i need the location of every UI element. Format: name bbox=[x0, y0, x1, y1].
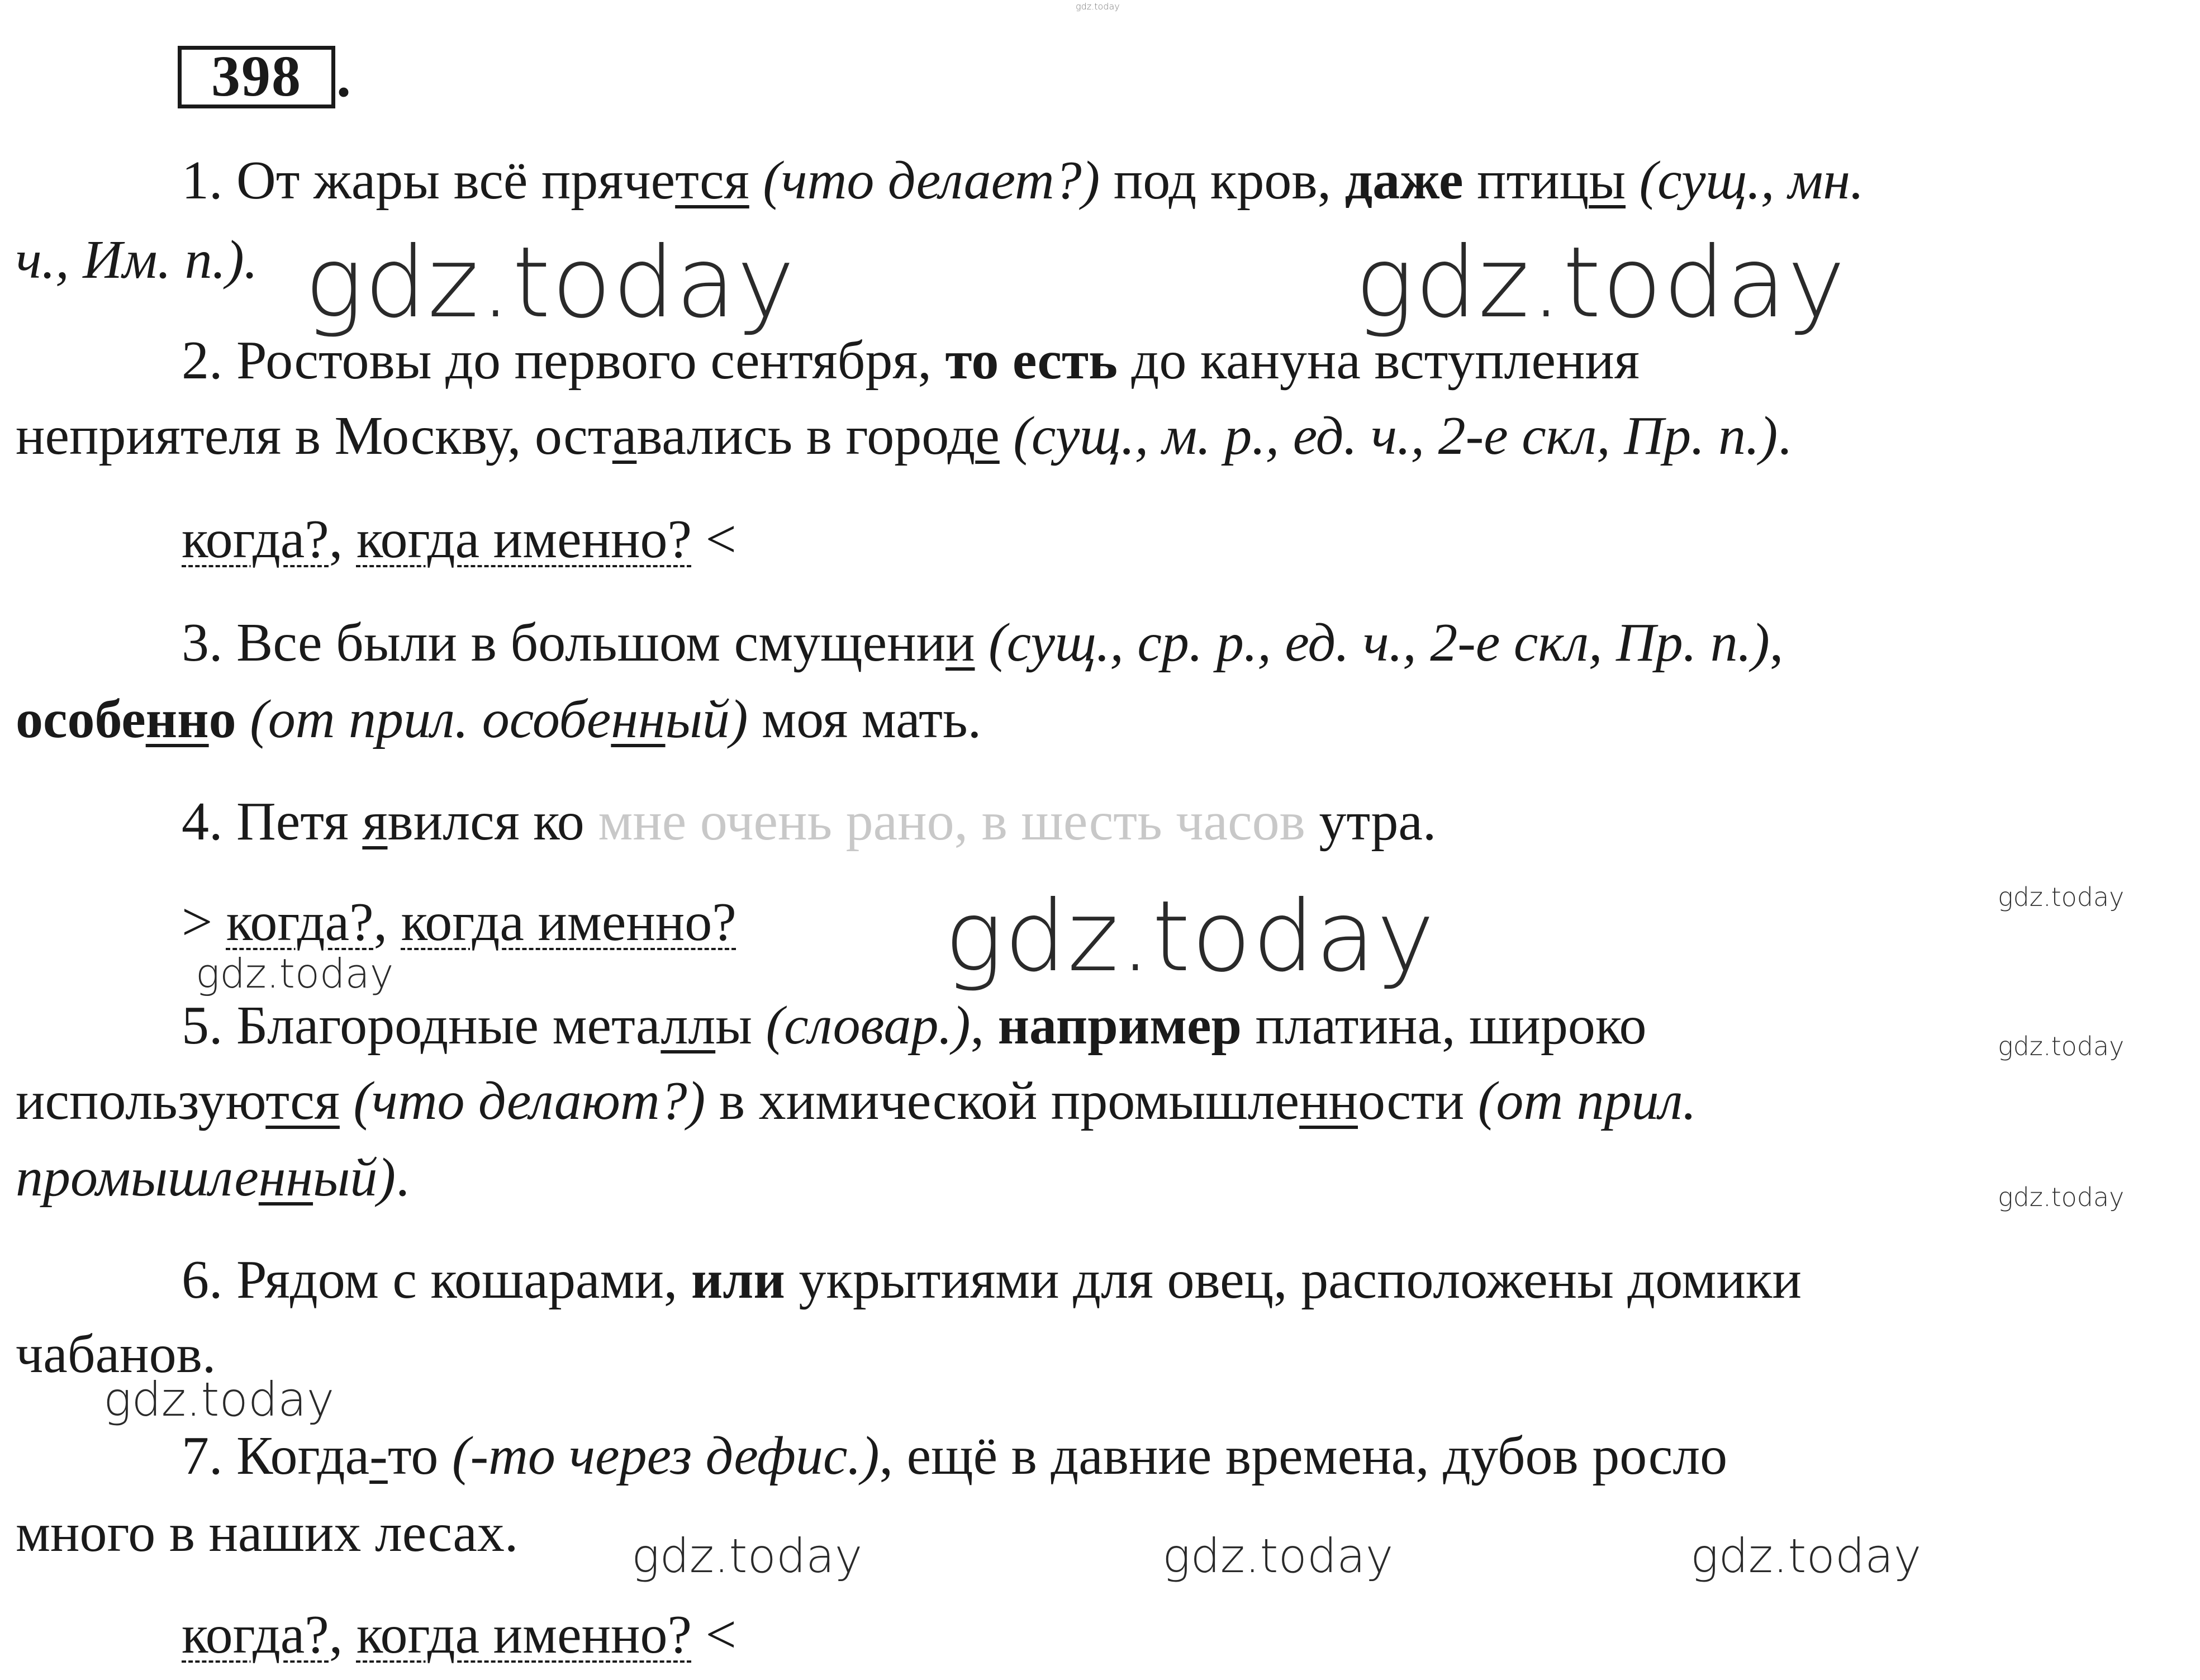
watermark-small-1: gdz.today bbox=[1998, 882, 2125, 912]
grammar-note: (сущ., мн. bbox=[1626, 150, 1864, 211]
grammar-note: ый) bbox=[313, 1147, 396, 1208]
text: 2. Ростовы до первого сентября, bbox=[182, 330, 945, 391]
text: , bbox=[329, 509, 357, 570]
bold-underlined: нн bbox=[145, 689, 209, 749]
sentence-5-line-1 bbox=[182, 995, 1647, 1056]
text: до кануна вступления bbox=[1118, 330, 1640, 391]
watermark-medium-4: gdz.today bbox=[1162, 1529, 1394, 1583]
text: , bbox=[970, 995, 998, 1056]
watermark-small-2: gdz.today bbox=[1998, 1031, 2125, 1061]
bold-word: то есть bbox=[945, 330, 1118, 391]
watermark-medium-1: gdz.today bbox=[196, 950, 394, 997]
text: укрытиями для овец, расположены домики bbox=[785, 1250, 1802, 1310]
exercise-number-box: 398 bbox=[178, 46, 335, 108]
text: 3. Все были в большом смущени bbox=[182, 613, 946, 673]
sentence-3-line-2 bbox=[16, 689, 981, 750]
grammar-note: ый) bbox=[665, 689, 748, 749]
scheme-2 bbox=[182, 891, 736, 953]
underlined-hyphen: - bbox=[369, 1426, 388, 1486]
sentence-4 bbox=[182, 791, 1436, 852]
grammar-note: (от прил. bbox=[1464, 1071, 1697, 1131]
scheme-word: когда именно? bbox=[401, 892, 736, 952]
text: > bbox=[182, 892, 226, 952]
text: 7. Когда bbox=[182, 1426, 370, 1486]
text: моя мать. bbox=[748, 689, 982, 749]
watermark-medium-2: gdz.today bbox=[103, 1372, 335, 1427]
underlined-letters: нн bbox=[258, 1147, 313, 1208]
scheme-word: когда? bbox=[182, 509, 329, 570]
sentence-1-line-1 bbox=[182, 150, 1864, 211]
grammar-note: (словар.) bbox=[752, 995, 971, 1056]
sentence-3-line-1 bbox=[182, 612, 1783, 673]
text: 4. Петя bbox=[182, 791, 363, 852]
watermark-large-2: gdz.today bbox=[1355, 226, 1847, 340]
text: , bbox=[329, 1605, 357, 1665]
bold-word: например bbox=[997, 995, 1242, 1056]
underlined-letter: а bbox=[612, 406, 637, 466]
grammar-note: (-то через дефис.) bbox=[438, 1426, 880, 1486]
sentence-6-line-2: чабанов. bbox=[16, 1324, 216, 1384]
bold-word: даже bbox=[1344, 150, 1464, 211]
text: . bbox=[396, 1147, 410, 1208]
text: вались в город bbox=[636, 406, 976, 466]
sentence-6-line-1 bbox=[182, 1249, 1802, 1311]
grammar-note: (от прил. особе bbox=[236, 689, 611, 749]
text: ости bbox=[1358, 1071, 1465, 1131]
scheme-3 bbox=[182, 1604, 736, 1665]
sentence-5-line-2 bbox=[16, 1070, 1697, 1132]
underlined-ending: и bbox=[945, 613, 975, 673]
text: ы bbox=[715, 995, 753, 1056]
underlined-letters: лл bbox=[661, 995, 716, 1056]
text: птиц bbox=[1463, 150, 1589, 211]
sentence-7-line-1 bbox=[182, 1425, 1727, 1487]
watermark-large-3: gdz.today bbox=[944, 880, 1436, 994]
bold-word: о bbox=[208, 689, 236, 749]
sentence-5-line-3 bbox=[16, 1147, 410, 1208]
text: < bbox=[691, 1605, 736, 1665]
watermark-top-tiny: gdz.today bbox=[1076, 1, 1120, 12]
exercise-number-dot: . bbox=[336, 45, 351, 109]
sentence-7-line-2: много в наших лесах. bbox=[16, 1503, 519, 1563]
watermark-medium-3: gdz.today bbox=[631, 1529, 863, 1583]
grammar-note: (что делают?) bbox=[339, 1071, 706, 1131]
watermark-medium-5: gdz.today bbox=[1690, 1529, 1922, 1583]
text: , ещё в давние времена, дубов росло bbox=[879, 1426, 1728, 1486]
grammar-note: (сущ., ср. р., ед. ч., 2-е скл, Пр. п.) bbox=[975, 613, 1770, 673]
scheme-word: когда? bbox=[182, 1605, 329, 1665]
text: . bbox=[1778, 406, 1792, 466]
scheme-word: когда именно? bbox=[356, 509, 692, 570]
text: , bbox=[373, 892, 401, 952]
underlined-letters: нн bbox=[1299, 1071, 1358, 1131]
text: платина, широко bbox=[1241, 995, 1647, 1056]
bold-word: или bbox=[691, 1250, 785, 1310]
underlined-letters: нн bbox=[611, 689, 666, 749]
grammar-note: промышле bbox=[16, 1147, 259, 1208]
scheme-1 bbox=[182, 509, 736, 570]
text: утра. bbox=[1305, 791, 1437, 852]
underlined-ending: ы bbox=[1589, 150, 1626, 211]
scheme-word: когда именно? bbox=[356, 1605, 692, 1665]
text: неприятеля в Москву, ост bbox=[16, 406, 612, 466]
text: 6. Рядом с кошарами, bbox=[182, 1250, 691, 1310]
text: то bbox=[387, 1426, 439, 1486]
sentence-2-line-2 bbox=[16, 405, 1792, 467]
text: , bbox=[1769, 613, 1784, 673]
scheme-word: когда? bbox=[226, 892, 374, 952]
underlined-ending: тся bbox=[675, 150, 749, 211]
text: вился ко bbox=[387, 791, 598, 852]
text: 5. Благородные мета bbox=[182, 995, 661, 1056]
text: использую bbox=[16, 1071, 266, 1131]
grammar-note: (сущ., м. р., ед. ч., 2-е скл, Пр. п.) bbox=[999, 406, 1778, 466]
underlined-ending: е bbox=[975, 406, 1000, 466]
text: под кров, bbox=[1100, 150, 1345, 211]
bold-word: особе bbox=[16, 689, 146, 749]
underlined-ending: тся bbox=[265, 1071, 340, 1131]
watermark-large-1: gdz.today bbox=[305, 226, 796, 340]
text: 1. От жары всё пряче bbox=[182, 150, 676, 211]
text: в химической промышле bbox=[705, 1071, 1300, 1131]
watermark-small-3: gdz.today bbox=[1998, 1182, 2125, 1212]
faded-text: мне очень рано, в шесть часов bbox=[598, 791, 1305, 852]
sentence-1-line-2: ч., Им. п.). bbox=[16, 230, 258, 290]
grammar-note: (что делает?) bbox=[749, 150, 1100, 211]
text: < bbox=[691, 509, 736, 570]
underlined-letter: я bbox=[362, 791, 388, 852]
